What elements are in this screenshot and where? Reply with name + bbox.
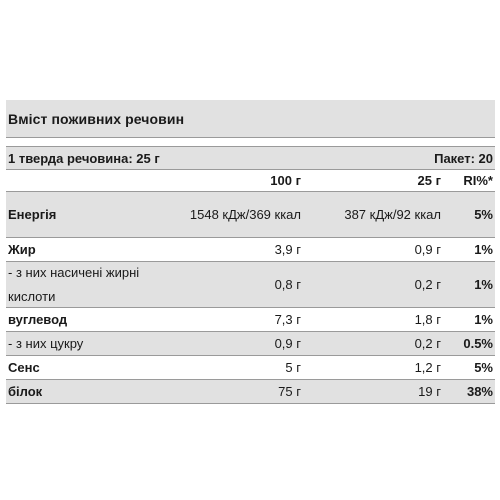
table-row-protein [6, 380, 495, 404]
table-row-energy [6, 192, 495, 238]
table-row-carbohydrate [6, 308, 495, 332]
value-per-100g: 7,3 г [274, 312, 301, 327]
table-title-row [6, 100, 495, 138]
nutrient-name: Сенс [8, 360, 40, 375]
nutrition-table [6, 100, 495, 404]
table-row-sugar [6, 332, 495, 356]
table-row-saturated-fat [6, 262, 495, 308]
value-ri: 5% [474, 206, 493, 222]
header-ri: RI%* [463, 173, 493, 188]
nutrient-name: Жир [8, 242, 36, 257]
value-per-25g: 1,8 г [414, 312, 441, 327]
value-per-100g: 0,9 г [274, 336, 301, 351]
serving-size: 1 тверда речовина: 25 г [8, 150, 160, 166]
value-per-25g: 0,2 г [414, 276, 441, 292]
value-per-25g: 0,2 г [414, 336, 441, 351]
package-count: Пакет: 20 [434, 150, 493, 166]
nutrient-name: - з них цукру [8, 336, 84, 351]
value-per-100g: 1548 кДж/369 ккал [189, 206, 301, 222]
value-per-100g: 75 г [278, 384, 301, 399]
value-per-25g: 0,9 г [414, 242, 441, 257]
value-ri: 0.5% [463, 336, 493, 351]
nutrient-name: білок [8, 384, 43, 399]
header-per-100g: 100 г [270, 173, 301, 188]
value-ri: 5% [474, 360, 493, 375]
value-per-25g: 1,2 г [414, 360, 441, 375]
nutrient-name: вуглевод [8, 312, 68, 327]
value-per-100g: 5 г [285, 360, 301, 375]
serving-info-row [6, 147, 495, 170]
nutrient-name: Енергія [8, 206, 57, 222]
value-ri: 1% [474, 276, 493, 292]
table-row-fiber [6, 356, 495, 380]
value-ri: 1% [474, 242, 493, 257]
value-per-100g: 3,9 г [274, 242, 301, 257]
table-row-fat [6, 238, 495, 262]
spacer-row [6, 138, 495, 147]
nutrient-name: - з них насичені жирні кислоти [8, 264, 140, 304]
table-title: Вміст поживних речовин [8, 110, 185, 127]
value-ri: 38% [466, 384, 493, 399]
header-per-25g: 25 г [417, 173, 441, 188]
value-per-25g: 19 г [418, 384, 441, 399]
value-ri: 1% [474, 312, 493, 327]
value-per-100g: 0,8 г [274, 276, 301, 292]
column-header-row [6, 170, 495, 192]
value-per-25g: 387 кДж/92 ккал [344, 206, 441, 222]
